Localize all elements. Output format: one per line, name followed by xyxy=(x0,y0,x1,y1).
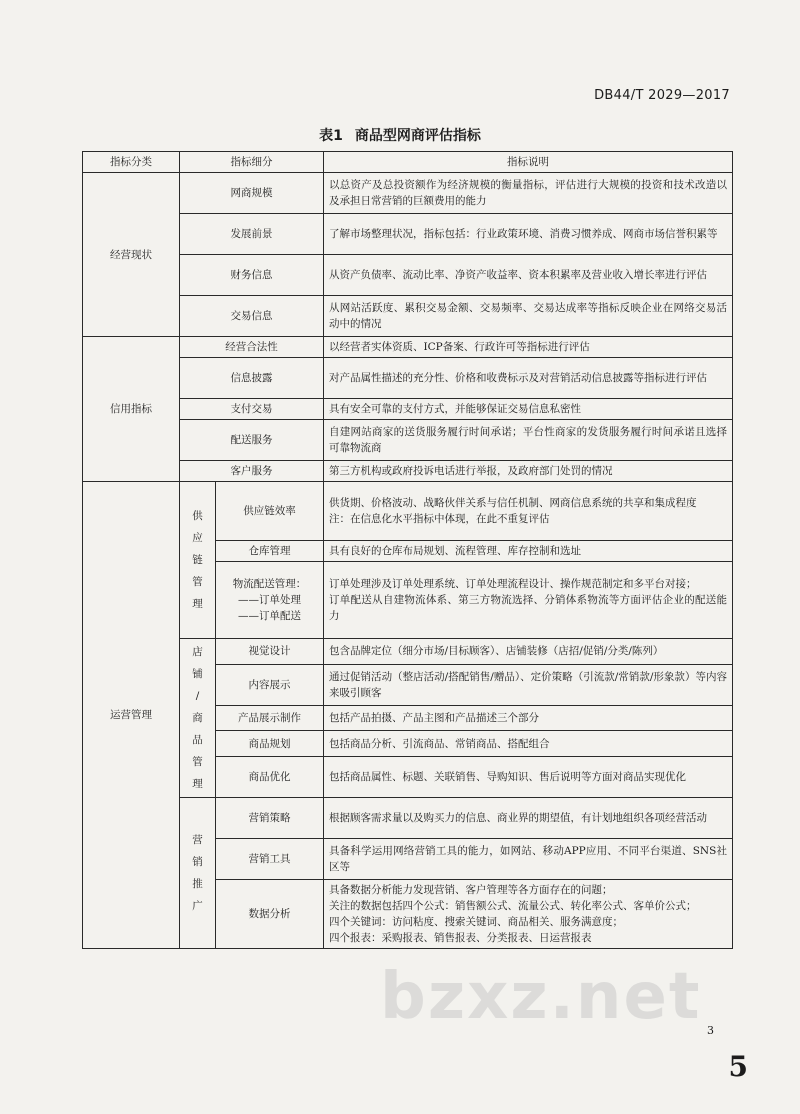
subcategory-cell: 信息披露 xyxy=(180,358,324,399)
group-cell xyxy=(180,482,216,639)
description-cell: 第三方机构或政府投诉电话进行举报，及政府部门处罚的情况 xyxy=(324,461,733,482)
group-cell xyxy=(180,639,216,798)
group-label-char: 链 xyxy=(192,554,203,566)
description-cell: 包括商品属性、标题、关联销售、导购知识、售后说明等方面对商品实现优化 xyxy=(324,757,733,798)
table-row xyxy=(83,639,733,665)
description-cell: 具有安全可靠的支付方式，并能够保证交易信息私密性 xyxy=(324,399,733,420)
description-cell: 具备科学运用网络营销工具的能力，如网站、移动APP应用、不同平台渠道、SNS社区等 xyxy=(324,839,733,880)
table-row xyxy=(83,420,733,461)
group-label-char: 商 xyxy=(192,712,203,724)
subcategory-cell: 营销工具 xyxy=(216,839,324,880)
table-title-text: 商品型网商评估指标 xyxy=(354,128,481,144)
subcategory-cell: 经营合法性 xyxy=(180,337,324,358)
table-row xyxy=(83,482,733,541)
table-row xyxy=(83,214,733,255)
subcategory-cell: 配送服务 xyxy=(180,420,324,461)
description-cell: 通过促销活动（整店活动/搭配销售/赠品）、定价策略（引流款/常销款/形象款）等内容来吸引顾客 xyxy=(324,664,733,705)
description-cell xyxy=(324,562,733,639)
category-cell: 经营现状 xyxy=(83,173,180,337)
description-text: 四个关键词：访问粘度、搜索关键词、商品相关、服务满意度； xyxy=(329,916,623,928)
subcategory-cell: 仓库管理 xyxy=(216,541,324,562)
subcategory-cell: 发展前景 xyxy=(180,214,324,255)
subcategory-cell: 客户服务 xyxy=(180,461,324,482)
table-header-row xyxy=(83,152,733,173)
document-code: DB44/T 2029—2017 xyxy=(594,88,730,103)
group-label-char: 管 xyxy=(192,756,203,768)
description-cell: 对产品属性描述的充分性、价格和收费标示及对营销活动信息披露等指标进行评估 xyxy=(324,358,733,399)
table-row xyxy=(83,296,733,337)
subcategory-cell: 供应链效率 xyxy=(216,482,324,541)
description-cell xyxy=(324,482,733,541)
table-row xyxy=(83,461,733,482)
subcategory-cell: 物流配送管理： ——订单处理 ——订单配送 xyxy=(216,562,324,639)
description-cell: 从资产负债率、流动比率、净资产收益率、资本积累率及营业收入增长率进行评估 xyxy=(324,255,733,296)
subcategory-cell: 视觉设计 xyxy=(216,639,324,665)
group-label-char: 理 xyxy=(192,598,203,610)
indicator-table xyxy=(82,151,733,949)
subcategory-cell: 内容展示 xyxy=(216,664,324,705)
group-label-char: 理 xyxy=(192,778,203,790)
group-label-char: 营 xyxy=(192,834,203,846)
group-label-char: 品 xyxy=(192,734,203,746)
group-label-char: 管 xyxy=(192,576,203,588)
table-number: 表1 xyxy=(319,128,343,144)
table-row xyxy=(83,798,733,839)
header-category: 指标分类 xyxy=(83,152,180,173)
group-label-char: 广 xyxy=(192,900,203,912)
description-cell: 从网站活跃度、累积交易金额、交易频率、交易达成率等指标反映企业在网络交易活动中的情况 xyxy=(324,296,733,337)
group-label-char: / xyxy=(195,690,200,702)
table-row xyxy=(83,399,733,420)
description-cell: 具有良好的仓库布局规划、流程管理、库存控制和选址 xyxy=(324,541,733,562)
description-cell: 包括产品拍摄、产品主图和产品描述三个部分 xyxy=(324,705,733,731)
group-label-char: 应 xyxy=(192,532,203,544)
table-row xyxy=(83,358,733,399)
description-note: 注：在信息化水平指标中体现，在此不重复评估 xyxy=(329,513,550,525)
table-title xyxy=(0,125,800,145)
watermark-text: bzxz.net xyxy=(380,960,702,1034)
subcategory-cell: 数据分析 xyxy=(216,880,324,949)
category-cell: 信用指标 xyxy=(83,337,180,482)
subcategory-cell: 商品优化 xyxy=(216,757,324,798)
group-label-char: 销 xyxy=(192,856,203,868)
description-cell: 以经营者实体资质、ICP备案、行政许可等指标进行评估 xyxy=(324,337,733,358)
description-cell: 自建网站商家的送货服务履行时间承诺；平台性商家的发货服务履行时间承诺且选择可靠物流商 xyxy=(324,420,733,461)
subcategory-cell: 财务信息 xyxy=(180,255,324,296)
description-cell: 以总资产及总投资额作为经济规模的衡量指标，评估进行大规模的投资和技术改造以及承担日常营销的巨额费用的能力 xyxy=(324,173,733,214)
group-cell xyxy=(180,798,216,949)
category-cell: 运营管理 xyxy=(83,482,180,949)
subcategory-cell: 网商规模 xyxy=(180,173,324,214)
group-label-char: 供 xyxy=(192,510,203,522)
group-label-char: 店 xyxy=(192,646,203,658)
subcategory-cell: 营销策略 xyxy=(216,798,324,839)
description-text: 订单配送从自建物流体系、第三方物流选择、分销体系物流等方面评估企业的配送能力 xyxy=(329,594,727,622)
group-label-char: 铺 xyxy=(192,668,203,680)
table-row xyxy=(83,337,733,358)
header-description: 指标说明 xyxy=(324,152,733,173)
table-row xyxy=(83,173,733,214)
description-text: 四个报表：采购报表、销售报表、分类报表、日运营报表 xyxy=(329,932,592,944)
group-label-char: 推 xyxy=(192,878,203,890)
subcategory-cell: 支付交易 xyxy=(180,399,324,420)
description-text: 关注的数据包括四个公式：销售额公式、流量公式、转化率公式、客单价公式； xyxy=(329,900,697,912)
subcategory-cell: 交易信息 xyxy=(180,296,324,337)
page-number-large: 5 xyxy=(728,1050,748,1083)
header-subcategory: 指标细分 xyxy=(180,152,324,173)
description-cell: 包含品牌定位（细分市场/目标顾客）、店铺装修（店招/促销/分类/陈列） xyxy=(324,639,733,665)
description-text: 订单处理涉及订单处理系统、订单处理流程设计、操作规范制定和多平台对接； xyxy=(329,578,697,590)
page-number-small: 3 xyxy=(707,1024,714,1037)
subcategory-cell: 产品展示制作 xyxy=(216,705,324,731)
description-cell: 根据顾客需求量以及购买力的信息、商业界的期望值，有计划地组织各项经营活动 xyxy=(324,798,733,839)
description-cell: 包括商品分析、引流商品、常销商品、搭配组合 xyxy=(324,731,733,757)
table-row xyxy=(83,255,733,296)
subcategory-cell: 商品规划 xyxy=(216,731,324,757)
description-text: 具备数据分析能力发现营销、客户管理等各方面存在的问题； xyxy=(329,884,613,896)
description-text: 供货期、价格波动、战略伙伴关系与信任机制、网商信息系统的共享和集成程度 xyxy=(329,497,697,509)
description-cell xyxy=(324,880,733,949)
description-cell: 了解市场整理状况，指标包括：行业政策环境、消费习惯养成、网商市场信誉积累等 xyxy=(324,214,733,255)
